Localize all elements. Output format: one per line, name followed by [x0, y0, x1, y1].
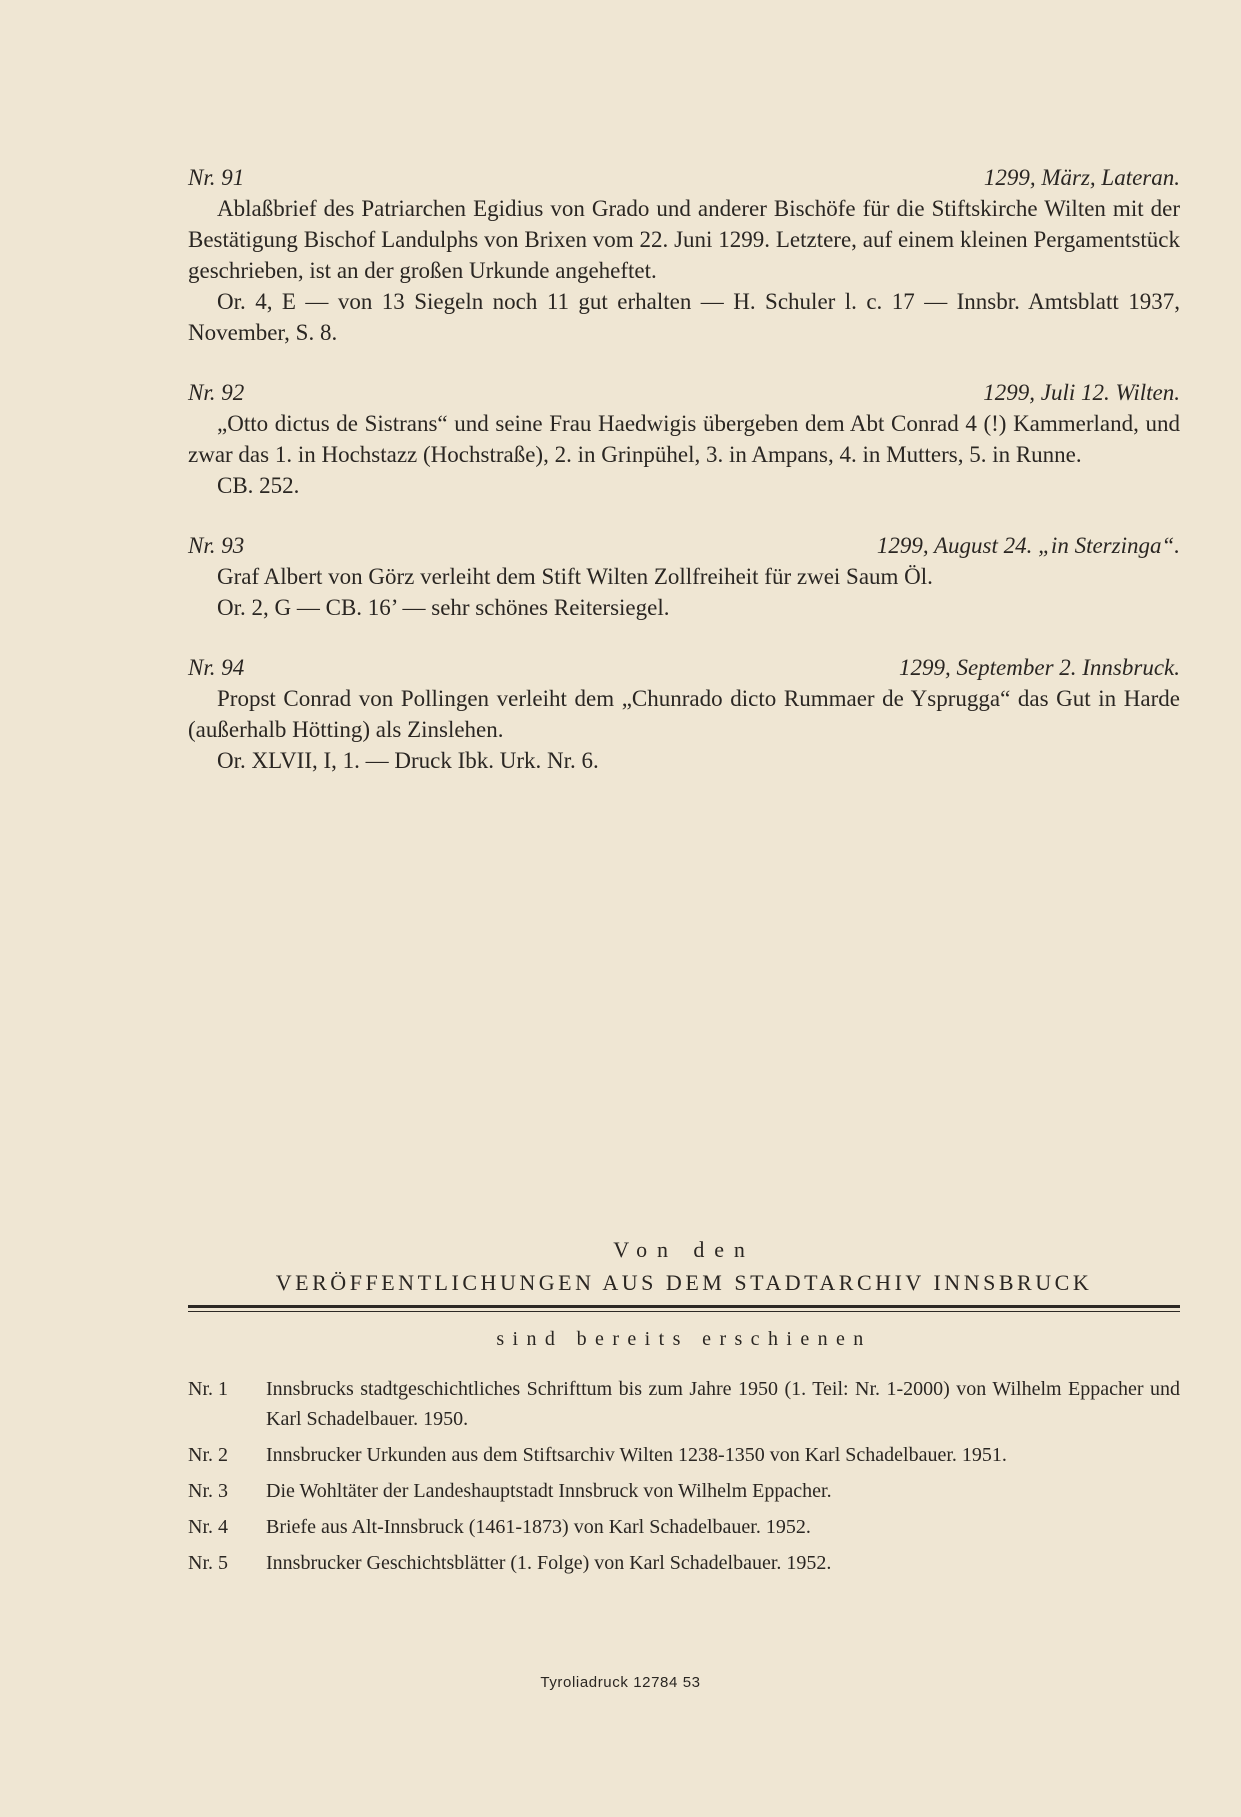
divider-thick	[188, 1305, 1180, 1308]
entry-header	[188, 163, 1180, 193]
item-number: Nr. 2	[188, 1444, 228, 1466]
entry-date: 1299, Juli 12. Wilten.	[983, 380, 1180, 405]
entry-nr-92	[188, 378, 1180, 501]
list-item	[188, 1512, 1180, 1542]
entry-nr-91	[188, 163, 1180, 348]
entry-date: 1299, August 24. „in Sterzinga“.	[876, 533, 1180, 558]
entry-source: CB. 252.	[217, 473, 300, 498]
list-item	[188, 1548, 1180, 1578]
publications-subtitle: sind bereits erschienen	[496, 1328, 872, 1350]
entry-number: Nr. 94	[188, 655, 245, 680]
entry-date: 1299, März, Lateran.	[983, 165, 1180, 190]
item-number: Nr. 4	[188, 1516, 228, 1538]
printer-imprint: Tyroliadruck 12784 53	[540, 1674, 701, 1691]
entry-source: Or. XLVII, I, 1. — Druck Ibk. Urk. Nr. 6.	[217, 748, 599, 773]
item-text: Innsbrucker Geschichtsblätter (1. Folge) von Karl Schadelbauer. 1952.	[266, 1552, 832, 1574]
entry-source: Or. 2, G — CB. 16’ — sehr schönes Reitersiegel.	[217, 595, 670, 620]
list-item	[188, 1440, 1180, 1470]
list-item	[188, 1476, 1180, 1506]
entry-text: „Otto dictus de Sistrans“ und seine Frau Haedwigis übergeben dem Abt Conrad 4 (!) Kammerland, und zwar das 1. in Hochstazz (Hochstraße), 2. in Grinpühel, 3. in Ampans, 4. in Mutters, 5. in Runne.	[188, 411, 1180, 467]
item-text: Innsbrucker Urkunden aus dem Stiftsarchiv Wilten 1238-1350 von Karl Schadelbauer. 1951.	[266, 1444, 1007, 1466]
entry-text: Ablaßbrief des Patriarchen Egidius von Grado und anderer Bischöfe für die Stiftskirche Wilten mit der Bestätigung Bischof Landulphs von Brixen vom 22. Juni 1299. Letztere, auf einem kleinen Pergamentstück geschrieben, ist an der großen Urkunde angeheftet.	[188, 196, 1180, 283]
entry-number: Nr. 92	[188, 380, 245, 405]
entry-nr-93	[188, 531, 1180, 623]
item-text: Briefe aus Alt-Innsbruck (1461-1873) von Karl Schadelbauer. 1952.	[266, 1516, 811, 1538]
entry-date: 1299, September 2. Innsbruck.	[898, 655, 1180, 680]
entry-header	[188, 531, 1180, 561]
entry-source: Or. 4, E — von 13 Siegeln noch 11 gut erhalten — H. Schuler l. c. 17 — Innsbr. Amtsblatt 1937, November, S. 8.	[188, 289, 1180, 345]
entry-number: Nr. 91	[188, 165, 245, 190]
item-text: Die Wohltäter der Landeshauptstadt Innsbruck von Wilhelm Eppacher.	[266, 1480, 832, 1502]
entry-header	[188, 378, 1180, 408]
entry-number: Nr. 93	[188, 533, 245, 558]
divider-thin	[188, 1311, 1180, 1312]
publications-title: VERÖFFENTLICHUNGEN AUS DEM STADTARCHIV INNSBRUCK	[275, 1270, 1093, 1295]
item-number: Nr. 3	[188, 1480, 228, 1502]
publications-section	[188, 1235, 1180, 1584]
item-text: Innsbrucks stadtgeschichtliches Schrifttum bis zum Jahre 1950 (1. Teil: Nr. 1-2000) von Wilhelm Eppacher und Karl Schadelbauer. 1950.	[266, 1378, 1180, 1430]
publications-intro: Von den	[613, 1237, 755, 1262]
publications-list	[188, 1374, 1180, 1578]
entry-text: Graf Albert von Görz verleiht dem Stift Wilten Zollfreiheit für zwei Saum Öl.	[217, 564, 933, 589]
entries-column	[188, 163, 1180, 806]
item-number: Nr. 1	[188, 1378, 228, 1400]
item-number: Nr. 5	[188, 1552, 228, 1574]
list-item	[188, 1374, 1180, 1434]
entry-text: Propst Conrad von Pollingen verleiht dem „Chunrado dicto Rummaer de Ysprugga“ das Gut in Harde (außerhalb Hötting) als Zinslehen.	[188, 686, 1180, 742]
entry-header	[188, 653, 1180, 683]
entry-nr-94	[188, 653, 1180, 776]
